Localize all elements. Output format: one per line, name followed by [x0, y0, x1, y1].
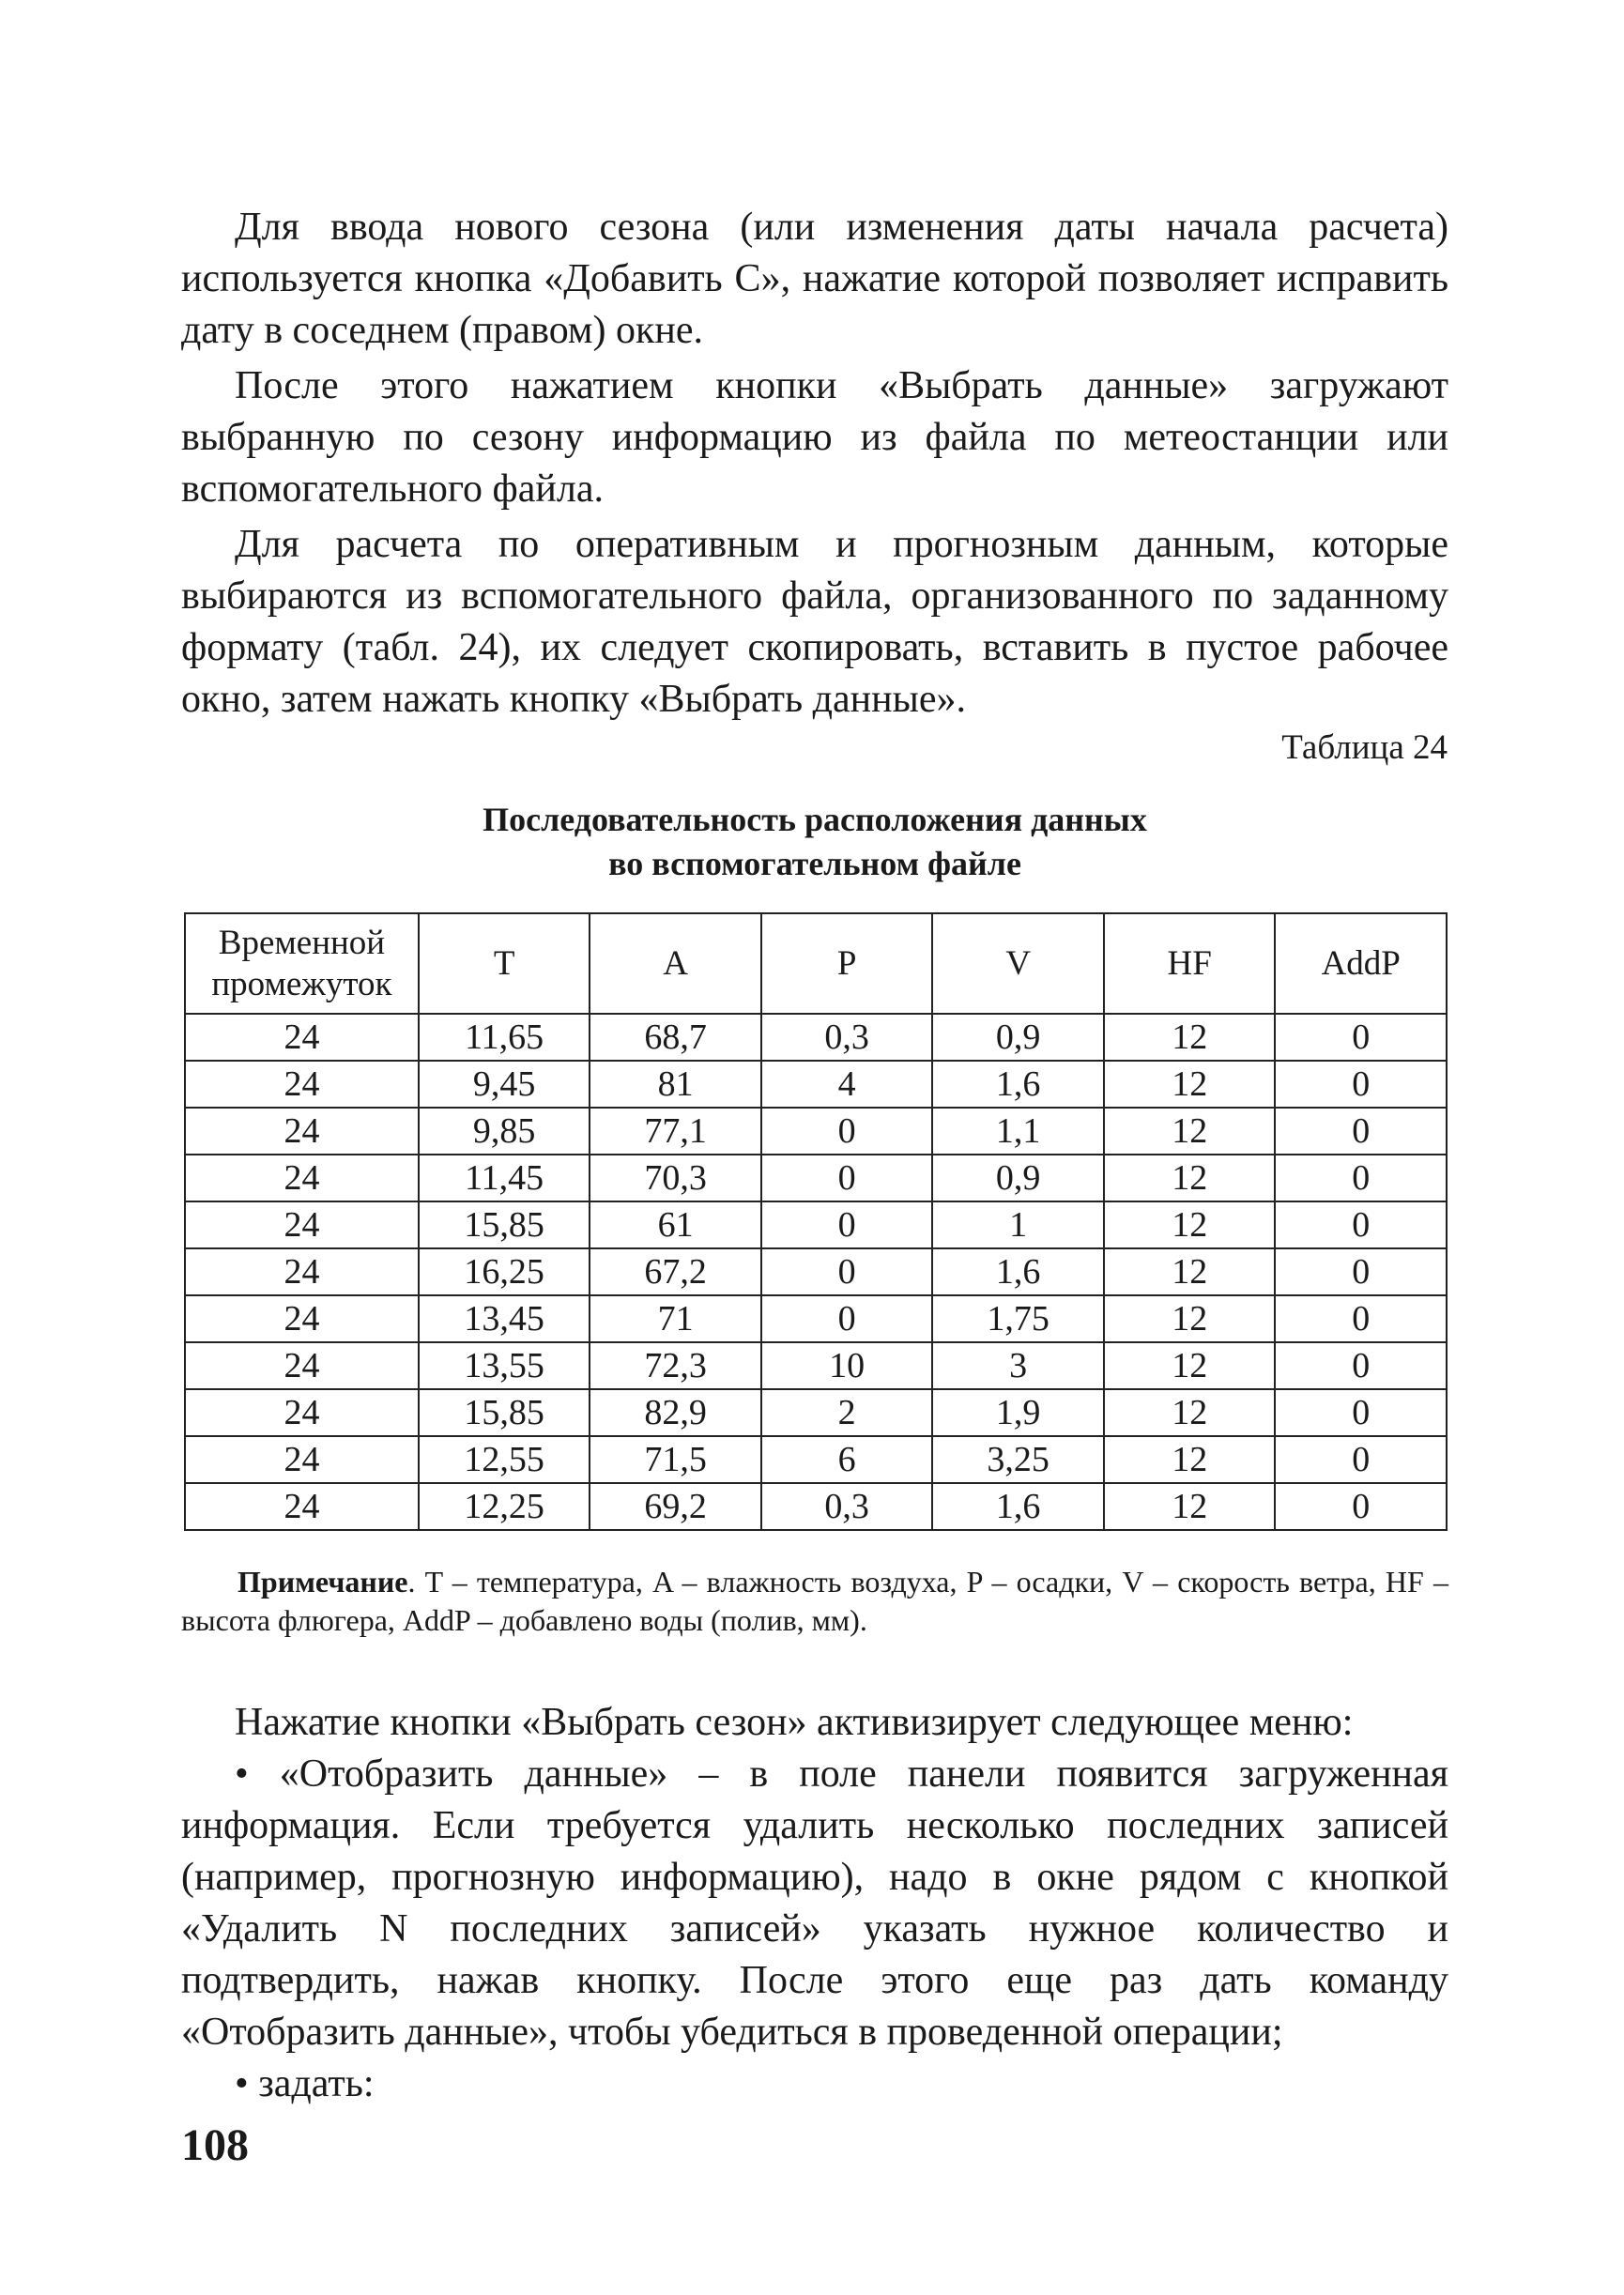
table-cell: 0,9: [932, 1014, 1104, 1061]
table-cell: 0: [1275, 1389, 1447, 1436]
table-row: [185, 1295, 1447, 1342]
table-cell: 0,9: [932, 1155, 1104, 1201]
table-number-label: Таблица 24: [1281, 728, 1448, 767]
table-cell: 0: [761, 1108, 933, 1155]
table-cell: 12: [1104, 1436, 1276, 1483]
table-cell: 1,1: [932, 1108, 1104, 1155]
table-cell: 24: [185, 1295, 419, 1342]
header-time-interval: Временной промежуток: [185, 913, 419, 1014]
table-cell: 0,3: [761, 1014, 933, 1061]
table-cell: 24: [185, 1061, 419, 1108]
table-cell: 0: [761, 1155, 933, 1201]
paragraph: После этого нажатием кнопки «Выбрать данные» загружают выбранную по сезону информацию из файла по метеостанции или вспомогательного файла.: [181, 364, 1448, 511]
page-number: 108: [181, 2120, 249, 2170]
table-cell: 3: [932, 1342, 1104, 1389]
table-row: [185, 1014, 1447, 1061]
table-row: [185, 1061, 1447, 1108]
table-cell: 68,7: [590, 1014, 761, 1061]
table-row: [185, 1155, 1447, 1201]
table-cell: 24: [185, 1155, 419, 1201]
bottom-text-block: [181, 1697, 1448, 2110]
table-cell: 0: [1275, 1436, 1447, 1483]
table-cell: 12: [1104, 1483, 1276, 1530]
table-cell: 12,55: [419, 1436, 590, 1483]
table-cell: 0: [1275, 1342, 1447, 1389]
table-cell: 13,45: [419, 1295, 590, 1342]
table-title-line-2: во вспомогательном файле: [608, 845, 1021, 882]
table-cell: 69,2: [590, 1483, 761, 1530]
table-cell: 0: [1275, 1201, 1447, 1248]
table-cell: 1,6: [932, 1483, 1104, 1530]
table-cell: 0,3: [761, 1483, 933, 1530]
table-cell: 24: [185, 1248, 419, 1295]
header-p: P: [761, 913, 933, 1014]
table-cell: 12: [1104, 1248, 1276, 1295]
table-cell: 12,25: [419, 1483, 590, 1530]
table-cell: 0: [1275, 1108, 1447, 1155]
table-row: [185, 1201, 1447, 1248]
table-cell: 77,1: [590, 1108, 761, 1155]
table-cell: 81: [590, 1061, 761, 1108]
header-addp: AddP: [1275, 913, 1447, 1014]
header-t: T: [419, 913, 590, 1014]
table-cell: 11,45: [419, 1155, 590, 1201]
table-row: [185, 1483, 1447, 1530]
data-table: [184, 912, 1448, 1531]
header-hf: HF: [1104, 913, 1276, 1014]
table-cell: 3,25: [932, 1436, 1104, 1483]
table-cell: 61: [590, 1201, 761, 1248]
table-note: [181, 1563, 1448, 1640]
table-row: [185, 1389, 1447, 1436]
table-cell: 1,6: [932, 1061, 1104, 1108]
table-header-row: [185, 913, 1447, 1014]
table-cell: 1,6: [932, 1248, 1104, 1295]
table-cell: 0: [1275, 1155, 1447, 1201]
table-cell: 13,55: [419, 1342, 590, 1389]
table-cell: 1,75: [932, 1295, 1104, 1342]
paragraph: Для расчета по оперативным и прогнозным данным, которые выбираются из вспомогательного файла, организованного по заданному формату (табл. 24), их следует скопировать, вставить в пустое рабочее окно, затем нажать кнопку «Выбрать данные».: [181, 523, 1448, 721]
list-item: • «Отобразить данные» – в поле панели появится загруженная информация. Если требуется удалить несколько последних записей (например, прогнозную информацию), надо в окне рядом с кнопкой «Удалить N последних записей» указать нужное количество и подтвердить, нажав кнопку. После этого еще раз дать команду «Отобразить данные», чтобы убедиться в проведенной операции;: [181, 1752, 1448, 2054]
table-cell: 70,3: [590, 1155, 761, 1201]
list-item: • задать:: [235, 2062, 375, 2105]
table-cell: 1: [932, 1201, 1104, 1248]
table-cell: 0: [1275, 1248, 1447, 1295]
table-cell: 11,65: [419, 1014, 590, 1061]
top-text-block: [181, 202, 1448, 726]
table-cell: 72,3: [590, 1342, 761, 1389]
table-row: [185, 1436, 1447, 1483]
paragraph: Для ввода нового сезона (или изменения даты начала расчета) используется кнопка «Добавить С», нажатие которой позволяет исправить дату в соседнем (правом) окне.: [181, 206, 1448, 352]
table-cell: 16,25: [419, 1248, 590, 1295]
table-cell: 9,85: [419, 1108, 590, 1155]
table-cell: 71,5: [590, 1436, 761, 1483]
table-cell: 24: [185, 1436, 419, 1483]
table-cell: 0: [1275, 1014, 1447, 1061]
table-body: [185, 1014, 1447, 1530]
table-cell: 24: [185, 1483, 419, 1530]
table-cell: 71: [590, 1295, 761, 1342]
table-title: [181, 798, 1448, 886]
table-cell: 0: [1275, 1295, 1447, 1342]
table-cell: 4: [761, 1061, 933, 1108]
table-cell: 12: [1104, 1342, 1276, 1389]
table-cell: 24: [185, 1014, 419, 1061]
table-cell: 12: [1104, 1155, 1276, 1201]
table-cell: 24: [185, 1342, 419, 1389]
table-cell: 24: [185, 1201, 419, 1248]
paragraph: Нажатие кнопки «Выбрать сезон» активизирует следующее меню:: [235, 1701, 1354, 1744]
table-cell: 0: [1275, 1483, 1447, 1530]
table-cell: 1,9: [932, 1389, 1104, 1436]
header-a: A: [590, 913, 761, 1014]
table-cell: 24: [185, 1108, 419, 1155]
table-cell: 82,9: [590, 1389, 761, 1436]
table-cell: 67,2: [590, 1248, 761, 1295]
table-cell: 12: [1104, 1061, 1276, 1108]
table-row: [185, 1248, 1447, 1295]
note-label: Примечание: [237, 1565, 408, 1599]
table-cell: 12: [1104, 1014, 1276, 1061]
note-text: . T – температура, A – влажность воздуха, P – осадки, V – скорость ветра, HF – высота флюгера, AddP – добавлено воды (полив, мм).: [181, 1565, 1448, 1637]
table-title-line-1: Последовательность расположения данных: [483, 801, 1147, 838]
table-cell: 15,85: [419, 1389, 590, 1436]
table-cell: 10: [761, 1342, 933, 1389]
table-cell: 0: [761, 1295, 933, 1342]
table-cell: 6: [761, 1436, 933, 1483]
table-cell: 24: [185, 1389, 419, 1436]
header-v: V: [932, 913, 1104, 1014]
table-cell: 12: [1104, 1295, 1276, 1342]
table-cell: 2: [761, 1389, 933, 1436]
table-row: [185, 1108, 1447, 1155]
table-cell: 12: [1104, 1108, 1276, 1155]
table-row: [185, 1342, 1447, 1389]
table-cell: 0: [761, 1248, 933, 1295]
table-cell: 0: [761, 1201, 933, 1248]
table-cell: 12: [1104, 1201, 1276, 1248]
table-cell: 15,85: [419, 1201, 590, 1248]
table-cell: 9,45: [419, 1061, 590, 1108]
table-cell: 0: [1275, 1061, 1447, 1108]
table-cell: 12: [1104, 1389, 1276, 1436]
